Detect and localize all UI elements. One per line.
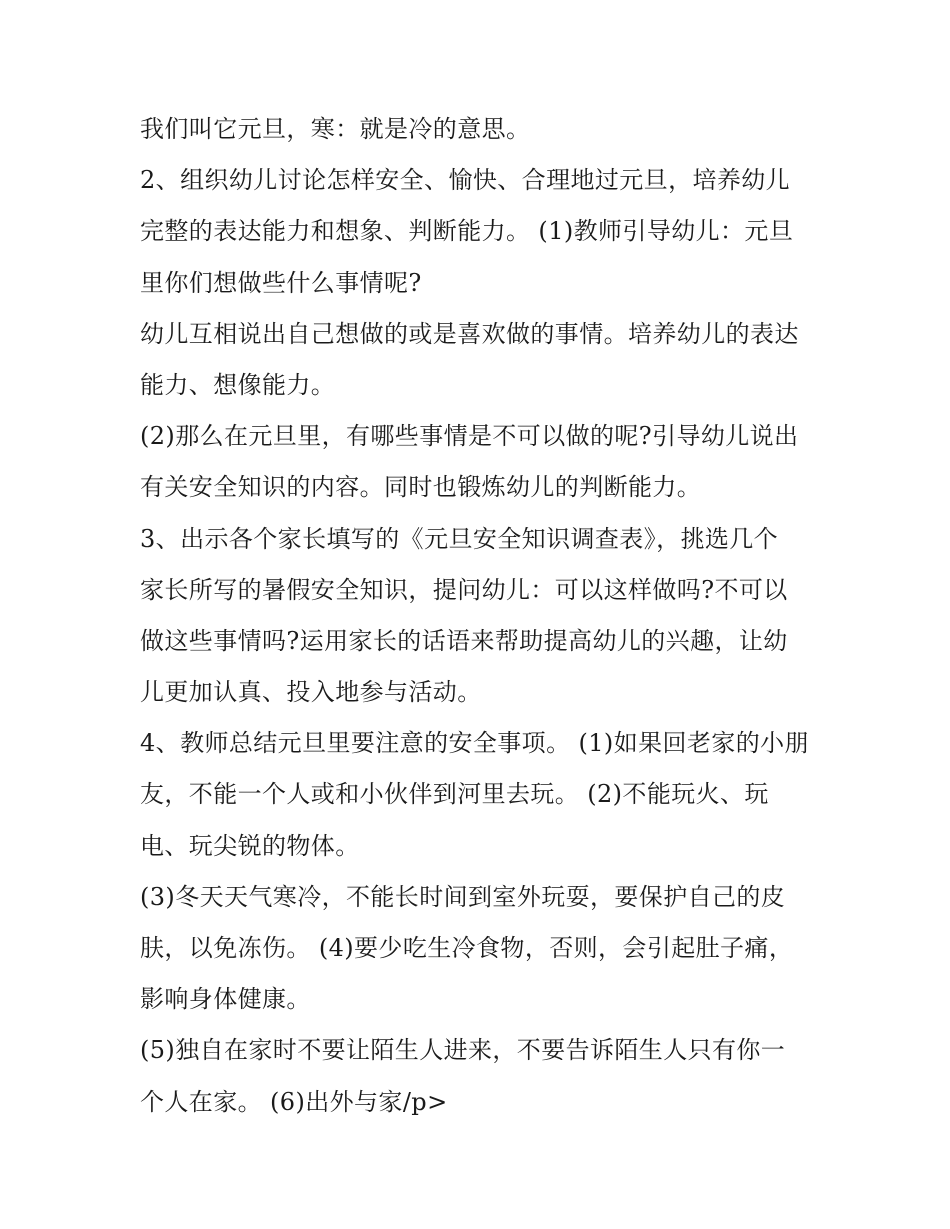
text-line: 个人在家。 (6)出外与家/p> (140, 1087, 448, 1116)
document-body (140, 104, 830, 1128)
text-line: 家长所写的暑假安全知识，提问幼儿：可以这样做吗?不可以 (140, 575, 788, 604)
text-line: 幼儿互相说出自己想做的或是喜欢做的事情。培养幼儿的表达 (140, 319, 799, 348)
text-line: (2)那么在元旦里，有哪些事情是不可以做的呢?引导幼儿说出 (140, 422, 799, 451)
text-line: (3)冬天天气寒冷，不能长时间到室外玩耍，要保护自己的皮 (140, 882, 786, 911)
text-line: 4、教师总结元旦里要注意的安全事项。 (1)如果回老家的小朋 (140, 729, 809, 758)
text-line: 2、组织幼儿讨论怎样安全、愉快、合理地过元旦，培养幼儿 (140, 166, 791, 195)
text-line: 友，不能一个人或和小伙伴到河里去玩。 (2)不能玩火、玩 (140, 780, 769, 809)
text-line: 影响身体健康。 (140, 985, 311, 1014)
text-line: 完整的表达能力和想象、判断能力。 (1)教师引导幼儿：元旦 (140, 217, 794, 246)
text-line: 儿更加认真、投入地参与活动。 (140, 678, 482, 707)
text-line: 我们叫它元旦，寒：就是冷的意思。 (140, 115, 531, 143)
text-line: 肤，以免冻伤。 (4)要少吃生冷食物，否则，会引起肚子痛， (140, 934, 794, 962)
text-line: 能力、想像能力。 (140, 370, 336, 399)
text-line: 做这些事情吗?运用家长的话语来帮助提高幼儿的兴趣，让幼 (140, 626, 788, 655)
text-line: 电、玩尖锐的物体。 (140, 831, 360, 860)
text-line: (5)独自在家时不要让陌生人进来，不要告诉陌生人只有你一 (140, 1036, 786, 1065)
text-line: 有关安全知识的内容。同时也锻炼幼儿的判断能力。 (140, 473, 702, 502)
text-line: 3、出示各个家长填写的《元旦安全知识调查表》，挑选几个 (140, 524, 779, 553)
text-line: 里你们想做些什么事情呢? (140, 268, 422, 297)
